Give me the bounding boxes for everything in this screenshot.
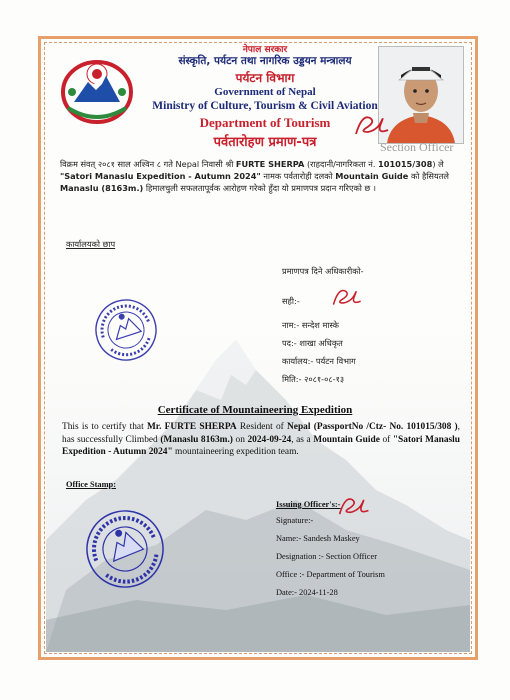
name-line-en: Name:- Sandesh Maskey (276, 534, 360, 543)
nepali-paragraph: विक्रम संवत् २०८१ साल अश्विन ८ गते Nepal निवासी श्री FURTE SHERPA (राहदानी/नागरिकता नं. 101015/308) ले "Satori Manaslu Expedition - Autumn 2024" नामक पर्वतारोही दलको Mountain Guide को हैसियतले Manaslu (8163m.) हिमालचुली सफलतापूर्वक आरोहण गरेको हुँदा यो प्रमाणपत्र प्रदान गरिएको छ । (60, 159, 449, 193)
signature-icon (352, 108, 392, 142)
designation-line-np: पद:- शाखा अधिकृत (282, 338, 343, 348)
header-department-en: Department of Tourism (199, 115, 331, 130)
designation-line-en: Designation :- Section Officer (276, 552, 378, 561)
header-department-np: पर्यटन विभाग (235, 71, 295, 85)
header-ministry-np: संस्कृति, पर्यटन तथा नागरिक उड्डयन मन्त्रालय (178, 55, 352, 67)
header-government: Government of Nepal (214, 86, 316, 98)
official-seal-icon (82, 506, 168, 592)
certificate-title-en: Certificate of Mountaineering Expedition (157, 404, 353, 416)
office-stamp-label-en: Office Stamp: (66, 480, 117, 489)
certificate-title-np: पर्वतारोहण प्रमाण-पत्र (213, 135, 317, 150)
office-stamp-label-np: कार्यालयको छाप (66, 239, 116, 249)
issuing-officer-heading: Issuing Officer's:- (276, 500, 341, 509)
signature-label-np: सही:- (282, 296, 300, 306)
date-line-en: Date:- 2024-11-28 (276, 588, 338, 597)
signature-icon (330, 282, 364, 312)
office-line-en: Office :- Department of Tourism (276, 570, 385, 579)
header-nepal-sarkar: नेपाल सरकार (242, 45, 288, 55)
signature-icon (336, 490, 372, 522)
date-line-np: मिति:- २०८१-०८-१३ (282, 374, 345, 384)
office-line-np: कार्यालय:- पर्यटन विभाग (282, 356, 356, 366)
name-line-np: नाम:- सन्देश मास्के (282, 320, 339, 330)
official-seal-icon (92, 296, 160, 364)
section-officer-stamp-text: Section Officer (380, 140, 454, 154)
header-ministry-en: Ministry of Culture, Tourism & Civil Aviation (152, 100, 378, 112)
signature-label-en: Signature:- (276, 516, 314, 525)
english-paragraph: This is to certify that Mr. FURTE SHERPA Resident of Nepal (PassportNo /Ctz- No. 101015/308 ), has successfully Climbed (Manaslu 8163m.) on 2024-09-24, as a Mountain Guide of "Satori Manaslu Expedition - Autumn 2024" mountaineering expedition team. (62, 422, 460, 457)
issuer-heading-np: प्रमाणपत्र दिने अधिकारीको- (282, 266, 364, 276)
nepal-emblem-icon (58, 52, 136, 126)
